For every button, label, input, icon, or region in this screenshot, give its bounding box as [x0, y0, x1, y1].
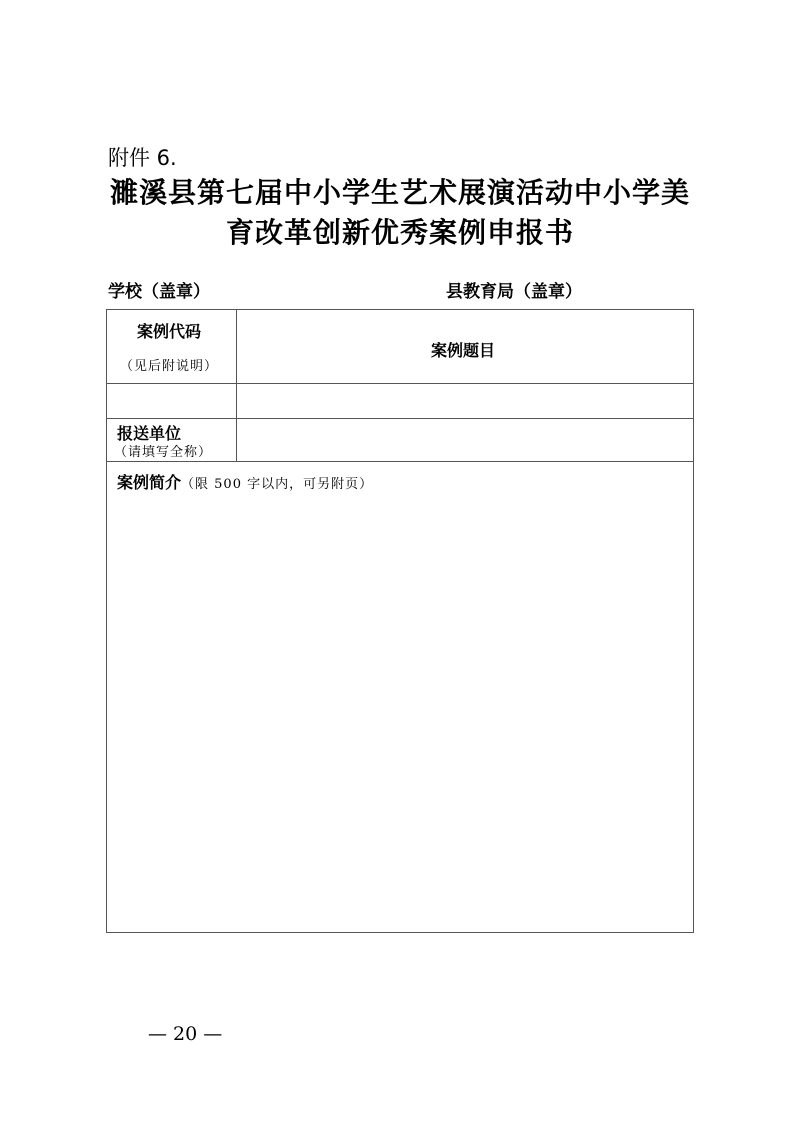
table-row-divider [107, 383, 693, 384]
case-code-label: 案例代码 [137, 322, 202, 341]
case-title-label: 案例题目 [431, 341, 496, 360]
school-stamp-label: 学校（盖章） [108, 282, 210, 302]
case-intro-heading [117, 470, 373, 493]
application-form-table [106, 309, 694, 933]
case-code-note: （见后附说明） [120, 359, 219, 374]
page-number: — 20 — [148, 1023, 223, 1045]
bureau-stamp-label: 县教育局（盖章） [446, 282, 582, 302]
case-code-field[interactable] [111, 388, 231, 414]
case-title-field[interactable] [241, 388, 689, 414]
submitting-unit-label: 报送单位 [117, 424, 182, 443]
submitting-unit-note: （请填写全称） [114, 445, 213, 460]
submitting-unit-field[interactable] [241, 423, 689, 457]
table-row-divider [107, 418, 693, 419]
case-intro-label: 案例简介 [117, 473, 182, 492]
case-intro-note: （限 500 字以内，可另附页） [181, 477, 374, 492]
table-column-divider [236, 310, 237, 461]
attachment-label: 附件 6. [108, 146, 177, 170]
case-intro-field[interactable] [117, 500, 683, 920]
document-title-line-2: 育改革创新优秀案例申报书 [225, 216, 574, 249]
document-title-line-1: 濉溪县第七届中小学生艺术展演活动中小学美 [109, 176, 690, 209]
table-row-divider [107, 461, 693, 462]
